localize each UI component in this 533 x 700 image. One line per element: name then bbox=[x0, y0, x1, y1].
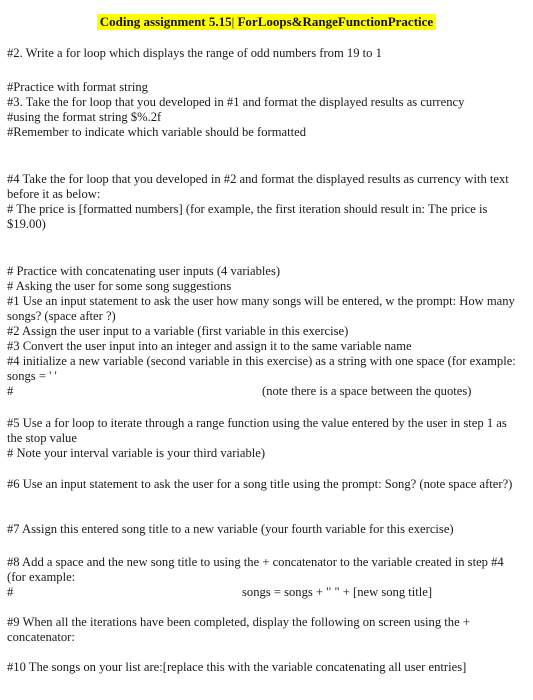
practice-format-line: #3. Take the for loop that you developed in #1 and format the displayed results as currency bbox=[7, 95, 465, 109]
q8-text: #8 Add a space and the new song title to using the + concatenator to the variable created in step #4 (for example: bbox=[7, 555, 504, 584]
q8-hash: # bbox=[7, 585, 14, 599]
quote-note-line bbox=[7, 384, 522, 399]
concat-line: #1 Use an input statement to ask the user how many songs will be entered, w the prompt: How many songs? (space after ?) bbox=[7, 294, 515, 323]
question-8-block bbox=[7, 555, 522, 600]
question-7 bbox=[7, 522, 522, 537]
q5-line: # Note your interval variable is your third variable) bbox=[7, 446, 266, 460]
quote-note-text: (note there is a space between the quotes) bbox=[262, 384, 472, 398]
assignment-title bbox=[97, 14, 436, 30]
concat-line: #2 Assign the user input to a variable (first variable in this exercise) bbox=[7, 324, 349, 338]
concat-line: # Asking the user for some song suggestions bbox=[7, 279, 232, 293]
q4-line: # The price is [formatted numbers] (for example, the first iteration should result in: The price is $19.00) bbox=[7, 202, 488, 231]
question-2 bbox=[7, 46, 522, 61]
q9-text: #9 When all the iterations have been completed, display the following on screen using the + concatenator: bbox=[7, 615, 470, 644]
title-row bbox=[0, 14, 533, 30]
text-cursor: | bbox=[231, 14, 235, 29]
practice-format-line: #using the format string $%.2f bbox=[7, 110, 162, 124]
practice-format-line: #Remember to indicate which variable should be formatted bbox=[7, 125, 307, 139]
q6-text: #6 Use an input statement to ask the user for a song title using the prompt: Song? (note space after?) bbox=[7, 477, 513, 491]
practice-format-block bbox=[7, 80, 522, 140]
concat-line: #4 initialize a new variable (second variable in this exercise) as a string with one space (for example: songs = ' ' bbox=[7, 354, 516, 383]
title-part-a: Coding assignment 5.15 bbox=[99, 14, 232, 29]
concat-line: #3 Convert the user input into an integer and assign it to the same variable name bbox=[7, 339, 412, 353]
q4-line: #4 Take the for loop that you developed in #2 and format the displayed results as currency with text before it as below: bbox=[7, 172, 509, 201]
question-6 bbox=[7, 477, 522, 492]
concatenation-block bbox=[7, 264, 522, 399]
q5-line: #5 Use a for loop to iterate through a range function using the value entered by the user in step 1 as the stop value bbox=[7, 416, 507, 445]
question-5-block bbox=[7, 416, 522, 461]
question-4-block bbox=[7, 172, 522, 232]
q8-code: songs = songs + " " + [new song title] bbox=[242, 585, 433, 599]
q7-text: #7 Assign this entered song title to a new variable (your fourth variable for this exercise) bbox=[7, 522, 454, 536]
concat-line: # Practice with concatenating user inputs (4 variables) bbox=[7, 264, 281, 278]
practice-format-line: #Practice with format string bbox=[7, 80, 148, 94]
q8-code-line bbox=[7, 585, 522, 600]
q10-text: #10 The songs on your list are:[replace this with the variable concatenating all user entries] bbox=[7, 660, 467, 674]
title-part-b: ForLoops&RangeFunctionPractice bbox=[234, 14, 434, 29]
question-10 bbox=[7, 660, 522, 675]
question-9 bbox=[7, 615, 522, 645]
quote-note-hash: # bbox=[7, 384, 14, 398]
q2-text: #2. Write a for loop which displays the range of odd numbers from 19 to 1 bbox=[7, 46, 382, 60]
